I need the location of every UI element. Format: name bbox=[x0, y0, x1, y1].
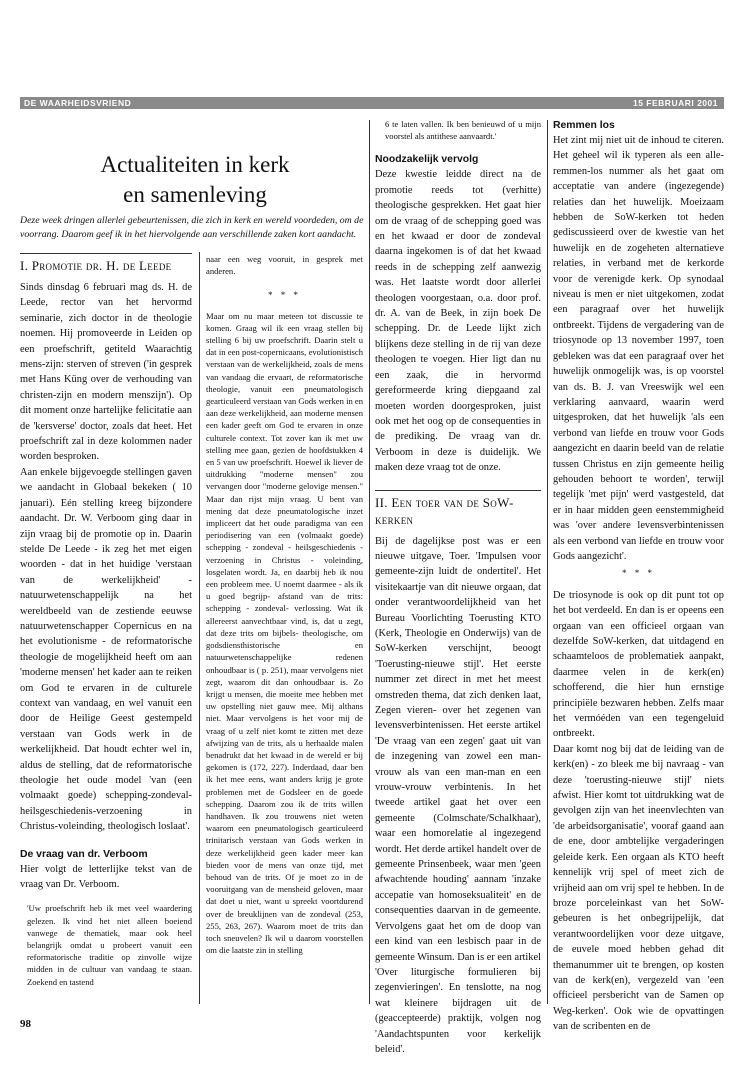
paragraph: Daar komt nog bij dat de leiding van de kerk(en) - zo bleek me bij navraag - van deze 'toerusting-nieuwe stijl' niets afwist. Hier komt tot uitdrukking wat de gevolgen zijn van het ineenvlechten van 'de arbeidsorganisatie', vooraf gaand aan de ene, door ambtelijke vergaderingen geleide kerk. Een orgaan als KTO heeft kennelijk vrij spel of meet zich de vrijheid aan om vrij spel te hebben. In de broze porceleinkast van het SoW-gebeuren is het onbegrijpelijk, dat verantwoordelijken voor deze uitgave, de euvele moed hebben gehad dit themanummer uit te brengen, op kosten van de kerk(en), vergezeld van 'een officieel persbericht van de Samen op Weg-kerken'. Ook wie de opvattingen van de scribenten en de bbox=[553, 743, 724, 1033]
title-line-1: Actualiteiten in kerk bbox=[100, 152, 290, 177]
paragraph: De triosynode is ook op dit punt tot op het bot verdeeld. En dan is er opeens een orgaan van een officieel orgaan van dezelfde SoW-kerken, dat uitdagend en schaamteloos de problematiek aanpakt, daarmee velen in de kerk(en) schofferend, die hier hun ernstige principiële bezwaren hebben. Zelfs maar het vermóéden van een tegengeluid ontbreekt. bbox=[553, 589, 724, 740]
paragraph: Sinds dinsdag 6 februari mag ds. H. de Leede, rector van het hervormd seminarie, zich doctor in de theologie noemen. Hij promoveerde in Leiden op een proefschrift, getiteld Waarachtig mens-zijn: sterven of streven ('in gesprek met Hans Küng over de verhouding van christen-zijn en modern menszijn'). Op dit moment onze hartelijke felicitatie aan de 'kersverse' doctor, zoals dat heet. Het proefschrift zal in deze kolommen nader worden besproken. bbox=[20, 282, 192, 463]
paragraph: 6 te laten vallen. Ik ben benieuwd of u mijn voorstel als antithese aanvaardt.' bbox=[385, 119, 541, 142]
column-2 bbox=[206, 253, 363, 956]
column-3 bbox=[375, 118, 541, 1057]
article-lead: Deze week dringen allerlei gebeurtenissen, die zich in kerk en wereld voordeden, om de voorrang. Daarom geef ik in het hiervolgende aan verschillende zaken kort aandacht. bbox=[20, 215, 364, 240]
paragraph: naar een weg vooruit, in gesprek met anderen. bbox=[206, 254, 363, 277]
column-rule bbox=[199, 252, 200, 1004]
subheading: Remmen los bbox=[553, 120, 615, 131]
publication-name: DE WAARHEIDSVRIEND bbox=[24, 98, 132, 108]
running-header bbox=[20, 97, 724, 109]
section-heading: I. Promotie dr. H. de Leede bbox=[20, 258, 172, 273]
column-rule bbox=[369, 120, 370, 1004]
section-heading: II. Een toer van de SoW-kerken bbox=[375, 494, 514, 527]
paragraph: Hier volgt de letterlijke tekst van de vraag van Dr. Verboom. bbox=[20, 863, 192, 891]
paragraph: Bij de dagelijkse post was er een nieuwe uitgave, Toer. 'Impulsen voor gemeente-zijn luidt de ondertitel'. Het visitekaartje van dit nieuwe orgaan, dat onder verantwoordelijkheid van het Bureau Voorlichting Toerusting KTO (Kerk, Theologie en Onderwijs) van de SoW-kerken verschijnt, beoogt 'Toerusting-nieuwe stijl'. Het eerste nummer zet direct in met het meest omstreden thema, dat zich denken laat, Zegen vieren- over het zegenen van levensverbintenissen. Het eerste artikel 'De vraag van een zegen' gaat uit van de inzegening van zowel een man-vrouw als van een man-man en een vrouw-vrouw verbintenis. In het tweede artikel gaat het over een gemeente (Colmschate/Schalkhaar), waar een homorelatie al ingezegend wordt. Het derde artikel handelt over de gemeente Prinsenbeek, waar men 'geen afwachtende houding' aannam 'inzake accepatie van homoseksualiteit' en de consequenties daarvan in de gemeente. Vervolgens gaat het om de doop van een kind van een lesbisch paar in de gemeente Winsum. Dan is er een artikel 'Over liturgische formulieren bij zegenvieringen'. En tenslotte, na nog wat kleinere bijdragen uit de (geaccepteerde) praktijk, volgen nog 'Aandachtspunten voor kerkelijk beleid'. bbox=[375, 535, 541, 1055]
page-number: 98 bbox=[20, 1018, 31, 1030]
article-title bbox=[20, 150, 370, 210]
quote: 'Uw proefschrift heb ik met veel waardering gelezen. Ik vind het niet alleen boeiend vanwege de thematiek, maar ook heel belangrijk omdat u probeert vanuit een reformatorische traditie op zinvolle wijze midden in de cultuur van vandaag te staan. Zoekend en tastend bbox=[27, 903, 192, 987]
title-line-2: en samenleving bbox=[123, 182, 267, 207]
section-divider: * * * bbox=[622, 568, 655, 579]
subheading: Noodzakelijk vervolg bbox=[375, 154, 479, 166]
paragraph: Het zint mij niet uit de inhoud te citeren. Het geheel wil ik typeren als een alle-remmen-los nummer als het gaat om acceptatie van andere (ingezegende) relaties dan het huwelijk. Moeizaam hebben de SoW-kerken tot heden gediscussieerd over de kwestie van het huwelijk en de zogeheten alternatieve relaties, in verband met de kerkorde voor de verenigde kerk. Op synodaal niveau is men er niet uitgekomen, zodat een paragraaf over het huwelijk ontbreekt. Tijdens de vergadering van de triosynode op 13 november 1997, toen gebleken was dat een paragraaf over het huwelijk onmogelijk was, is op voorstel van ds. B. J. van Vreeswijk wel een verklaring aanvaard, waarin werd uitgesproken, dat het huwelijk 'als een verbond van liefde en trouw voor Gods aangezicht en daarin beeld van de relatie tussen Christus en zijn gemeente heilig gehouden behoort te worden', terwijl tegelijk 'met pijn' werd vastgesteld, dat er in haar midden geen eenstemmigheid was 'over andere levensverbintenissen als een verbond van liefde en trouw voor Gods aangezicht'. bbox=[553, 135, 724, 562]
paragraph: Deze kwestie leidde direct na de promotie reeds tot (verhitte) theologische gesprekken. Het gaat hier om de vraag of de schepping goed was en het kwaad er door de zondeval daarna ingekomen is of dat het kwaad reeds in de schepping zelf aanwezig was. Het laatste wordt door allerlei theologen voorgestaan, o.a. door prof. dr. A. van de Beek, in zijn boek De schepping. Dr. de Leede lijkt zich blijkens deze stelling in de rij van deze theologen te voegen. Hier ligt dan nu een zaak, die in hervormd gereformeerde kring diepgaand zal moeten worden doorgesproken, juist ook met het oog op de consequenties in de prediking. De vraag van dr. Verboom in deze is duidelijk. We maken deze vraag tot de onze. bbox=[375, 169, 541, 474]
column-rule bbox=[547, 120, 548, 1004]
section-divider: * * * bbox=[268, 290, 301, 301]
paragraph: Maar om nu maar meteen tot discussie te komen. Graag wil ik een vraag stellen bij stelling 6 bij uw proefschrift. Daarin stelt u dat in een post-copernicaans, evolutionistisch verstaan van de werkelijkheid, zoals de mens van vandaag die ervaart, de reformatorische theologie, vanuit een pneumatologisch gearticuleerd verstaan van Gods werken in en aan deze werkelijkheid, aan moderne mensen een kader geeft om God te ervaren in onze culturele context. Tot zover kan ik met uw stelling mee gaan, gezien de hoofdstukken 4 en 5 van uw proefschrift. Hoewel ik liever de uitdrukking "moderne mensen" zou vervangen door "moderne gelovige mensen." Maar dan rijst mijn vraag. U bent van mening dat deze pneumatologische inzet impliceert dat het oude paradigma van een periodisering van een (volmaakt goede) schepping - zondeval - heilsgeschiedenis - verzoening in Christus - voleinding, losgelaten wordt. Ja, en daarbij heb ik nou een probleem mee. U noemt daarmee - als ik u goed begrijp- afstand van de trits: schepping - zondeval- verlossing. Wat ik allereerst aanvechtbaar vind, is, dat u zegt, dat deze trits om bijbels- theologische, om godsdiensthistorische en natuurwetenschappelijke redenen onhoudbaar is ( p. 251), maar vervolgens niet zegt, waarom dit dan onhoudbaar is. Zo krijgt u mensen, die moeite mee hebben met uw opstelling niet gauw mee. Mij althans niet. Maar vervolgens is het voor mij de vraag of u zelf niet komt te zitten met deze afwijzing van de trits, als u herhaalde malen benadrukt dat het kwaad in de wereld er bij gekomen is (172, 227). Inderdaad, daar ben ik het mee eens, want anders krijg je grote problemen met de Godsleer en de goede schepping. Daarom zou ik de trits willen handhaven. Ik zou trouwens niet weten waarom een pneumatologisch gearticuleerd trinitarisch verstaan van Gods werken in deze werkelijkheid geen kader meer kan bieden voor de mens van onze tijd, met behoud van de trits. Of je moet zo in de vooruitgang van de mensheid geloven, maar dat doet u niet, want u spreekt voortdurend over de breuklijnen van de zondeval (253, 255, 263, 267). Waarom moet de trits dan toch sneuvelen? Ik wil u daarom voorstellen om die laatste zin in stelling bbox=[206, 310, 364, 956]
subheading: De vraag van dr. Verboom bbox=[20, 848, 148, 860]
column-4 bbox=[553, 118, 724, 1035]
issue-date: 15 FEBRUARI 2001 bbox=[632, 98, 718, 108]
column-1 bbox=[20, 253, 192, 988]
paragraph: Aan enkele bijgevoegde stellingen gaven we aandacht in Globaal bekeken ( 10 januari). Eén stelling kreeg bijzondere aandacht. Dr. W. Verboom ging daar in zijn vraag bij de promotie op in. Daarin stelde De Leede - ik zeg het met eigen woorden - dat in het huidige 'verstaan van de werkelijkheid' - natuurwetenschappelijk na het wereldbeeld van de zestiende eeuwse natuurwetenschapper Copernicus en na het evolutionisme - de reformatorische theologie de mogelijkheid heeft om aan 'moderne mensen' het kader aan te reiken om God te ervaren in de culturele context van vandaag, en wel vanuit een door de Heilige Geest gestempeld verstaan van Gods werk in de werkelijkheid. Dat houdt echter wel in, aldus de stelling, dat de reformatorische theologie het oude model 'van (een volmaakt goede) schepping-zondeval-heilsgeschiedenis-verzoening in Christus-voleinding, theologisch loslaat'. bbox=[20, 466, 192, 833]
